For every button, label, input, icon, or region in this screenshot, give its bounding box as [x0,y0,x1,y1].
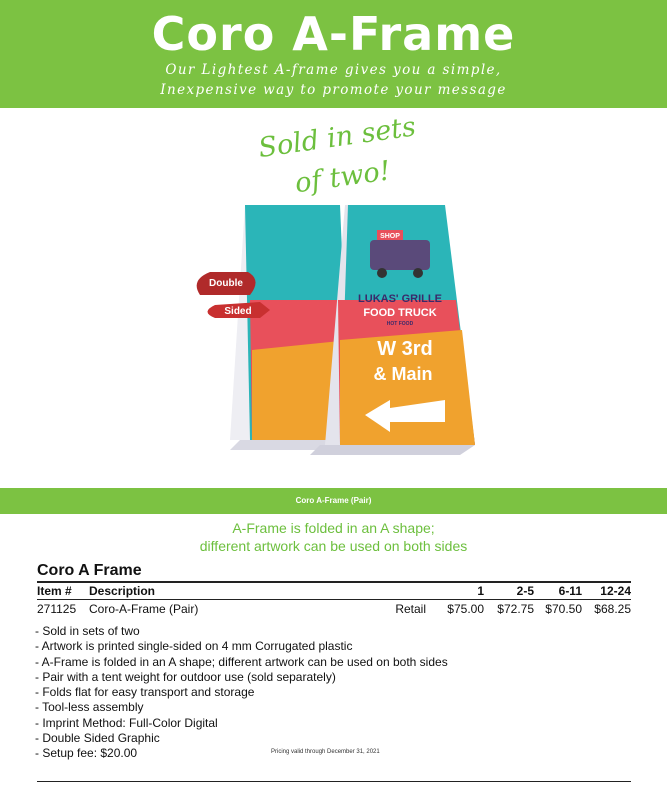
sign-small-label: HOT FOOD [386,321,414,327]
tagline-line-1: Our Lightest A-frame gives you a simple, [165,62,502,78]
pricing-table [37,583,631,618]
sign-name-line-2: FOOD TRUCK [363,307,437,319]
cell-price-6-11: $70.50 [545,602,582,616]
list-item: - A-Frame is folded in an A shape; different artwork can be used on both sides [35,654,448,669]
cell-item-number: 271125 [37,602,77,616]
sign-shop-label: SHOP [380,233,400,240]
page-title: Coro A-Frame [151,7,516,61]
header-qty-1: 1 [477,584,484,598]
list-item: - Folds flat for easy transport and storage [35,685,255,700]
list-item: - Double Sided Graphic [35,731,160,746]
sold-in-sets-callout [235,104,444,211]
list-item: - Sold in sets of two [35,624,140,638]
header-qty-12-24: 12-24 [600,584,631,598]
image-caption-bar: Coro A-Frame (Pair) [0,488,667,514]
image-subcaption [0,519,667,555]
cell-price-2-5: $72.75 [497,602,534,616]
header-qty-6-11: 6-11 [558,584,582,598]
callout-line-2: of two! [293,155,393,200]
product-image [190,200,490,470]
list-item: - Imprint Method: Full-Color Digital [35,715,218,730]
subcaption-line-1: A-Frame is folded in an A shape; [232,520,435,536]
section-title: Coro A Frame [37,562,142,579]
feature-list [35,624,448,762]
sign-street-line-2: & Main [373,364,433,384]
cell-price-type: Retail [395,602,426,616]
header-qty-2-5: 2-5 [516,584,534,598]
table-row [37,600,631,619]
list-item: - Artwork is printed single-sided on 4 mm Corrugated plastic [35,639,353,654]
header-banner [0,0,667,108]
bottom-rule [37,781,631,782]
cell-price-12-24: $68.25 [594,602,631,616]
badge-text-top: Double [209,278,243,289]
tagline-line-2: Inexpensive way to promote your message [160,82,507,98]
sign-name-line-1: LUKAS' GRILLE [358,293,442,305]
sign-street-line-1: W 3rd [377,338,433,360]
header-item-number: Item # [37,584,72,598]
pricing-valid-note: Pricing valid through December 31, 2021 [271,749,380,755]
header-description: Description [89,584,156,598]
pricing-header-row [37,583,631,600]
list-item: - Tool-less assembly [35,700,144,715]
list-item: - Pair with a tent weight for outdoor use (sold separately) [35,669,336,684]
list-item: - Setup fee: $20.00 [35,746,138,761]
subcaption-line-2: different artwork can be used on both sides [199,538,468,554]
cell-description: Coro-A-Frame (Pair) [89,602,199,616]
cell-price-1: $75.00 [447,602,484,616]
header-price-type [359,583,434,600]
badge-text-bottom: Sided [224,306,252,317]
callout-line-1: Sold in sets [256,111,418,165]
